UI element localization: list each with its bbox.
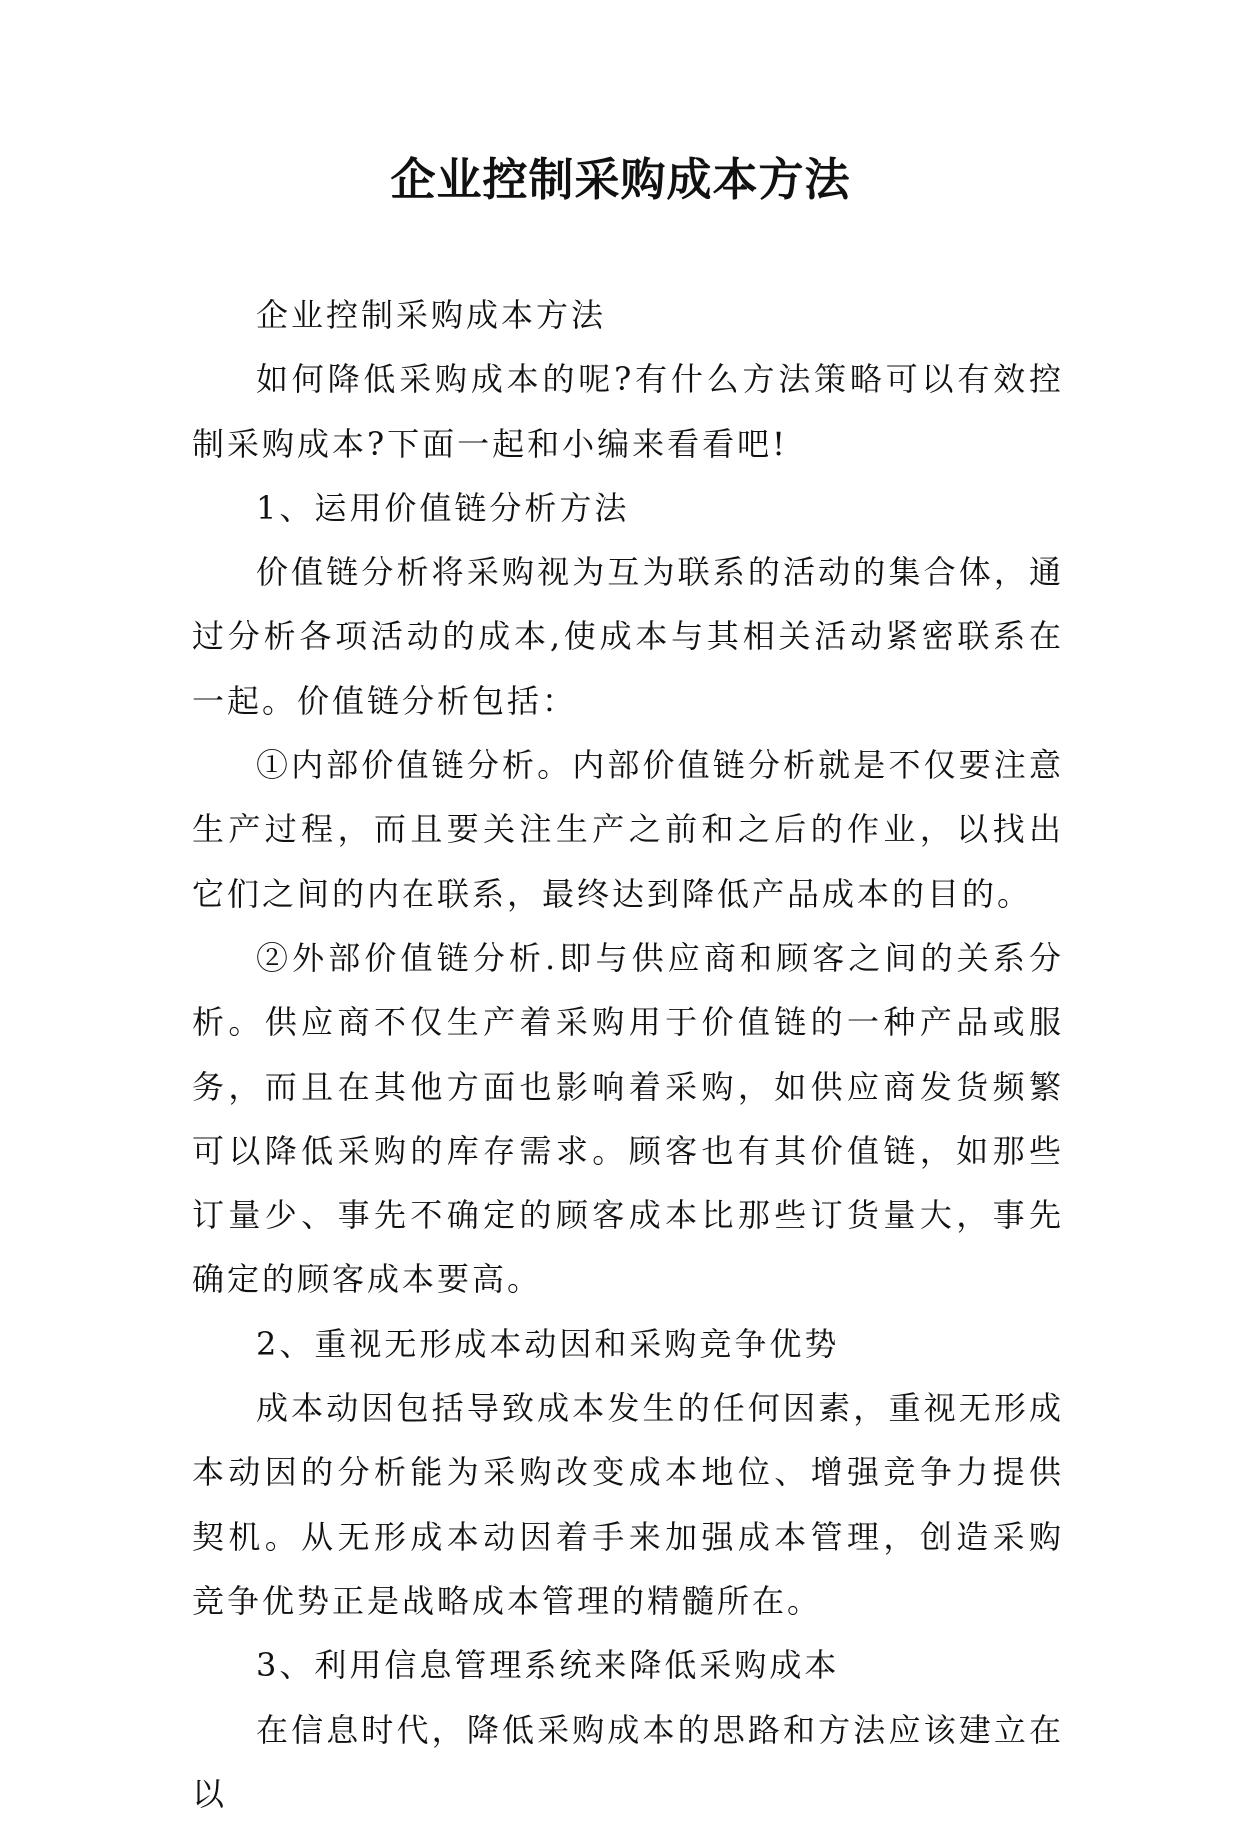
document-body	[192, 283, 1064, 1826]
paragraph-value-chain: 价值链分析将采购视为互为联系的活动的集合体，通过分析各项活动的成本,使成本与其相关活动紧密联系在一起。价值链分析包括：	[192, 553, 1064, 720]
document-title: 企业控制采购成本方法	[390, 153, 851, 206]
paragraph-subtitle: 企业控制采购成本方法	[256, 296, 607, 334]
section-heading-2: 2、重视无形成本动因和采购竞争优势	[256, 1324, 840, 1363]
paragraph-information-age: 在信息时代，降低采购成本的思路和方法应该建立在以	[192, 1710, 1064, 1813]
paragraph-internal-value-chain: ①内部价值链分析。内部价值链分析就是不仅要注意生产过程，而且要关注生产之前和之后的作业，以找出它们之间的内在联系，最终达到降低产品成本的目的。	[192, 746, 1064, 913]
section-heading-1: 1、运用价值链分析方法	[256, 488, 630, 527]
paragraph-cost-drivers: 成本动因包括导致成本发生的任何因素，重视无形成本动因的分析能为采购改变成本地位、增强竞争力提供契机。从无形成本动因着手来加强成本管理，创造采购竞争优势正是战略成本管理的精髓所在。	[192, 1389, 1064, 1620]
paragraph-intro: 如何降低采购成本的呢?有什么方法策略可以有效控制采购成本?下面一起和小编来看看吧!	[192, 360, 1064, 463]
paragraph-external-value-chain: ②外部价值链分析.即与供应商和顾客之间的关系分析。供应商不仅生产着采购用于价值链的一种产品或服务，而且在其他方面也影响着采购，如供应商发货频繁可以降低采购的库存需求。顾客也有其价值链，如那些订量少、事先不确定的顾客成本比那些订货量大，事先确定的顾客成本要高。	[192, 938, 1064, 1299]
section-heading-3: 3、利用信息管理系统来降低采购成本	[256, 1646, 840, 1685]
